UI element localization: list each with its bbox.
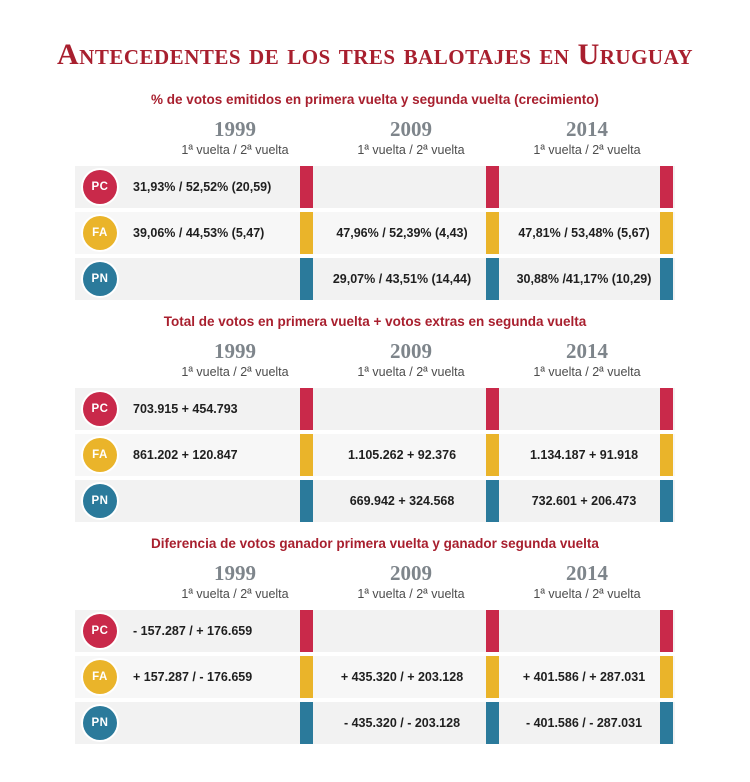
cell-2009: 1.105.262 + 92.376 [347,447,457,462]
badge-pc: PC [83,170,117,204]
round-label: 1ª vuelta / 2ª vuelta [181,586,289,601]
cell-2014: 30,88% /41,17% (10,29) [516,271,652,286]
column-header-2014 [499,117,675,160]
page-title: Antecedentes de los tres balotajes en Uruguay [57,38,693,71]
section-percentages [0,92,750,300]
cell-1999: 861.202 + 120.847 [133,447,238,462]
round-label: 1ª vuelta / 2ª vuelta [533,586,641,601]
row-cells [75,388,675,430]
badge-pc: PC [83,392,117,426]
cell-2014: - 401.586 / - 287.031 [525,715,643,730]
cell-1999: 703.915 + 454.793 [133,401,238,416]
column-header-2009 [323,117,499,160]
year-label: 2009 [390,560,432,585]
badge-fa: FA [83,660,117,694]
badge-pn: PN [83,706,117,740]
column-header-1999 [147,339,323,382]
cell-2009: + 435.320 / + 203.128 [340,669,464,684]
round-label: 1ª vuelta / 2ª vuelta [533,365,641,380]
row-cells [75,702,675,744]
badge-pn: PN [83,484,117,518]
cell-1999: - 157.287 / + 176.659 [133,623,253,638]
round-label: 1ª vuelta / 2ª vuelta [181,365,289,380]
column-header-1999 [147,561,323,604]
round-label: 1ª vuelta / 2ª vuelta [357,365,465,380]
badge-pc: PC [83,614,117,648]
cell-2009: 669.942 + 324.568 [349,493,455,508]
cell-2009: - 435.320 / - 203.128 [343,715,461,730]
table-row [75,434,675,476]
table-row [75,388,675,430]
badge-fa: FA [83,438,117,472]
cell-1999: 31,93% / 52,52% (20,59) [133,179,272,194]
column-headers [75,561,675,604]
year-label: 1999 [214,117,256,141]
cell-2014: + 401.586 / + 287.031 [522,669,646,684]
section-title: % de votos emitidos en primera vuelta y segunda vuelta (crecimiento) [151,92,599,107]
section-totals [0,314,750,522]
cell-1999: + 157.287 / - 176.659 [133,669,253,684]
round-label: 1ª vuelta / 2ª vuelta [357,586,465,601]
table-row [75,656,675,698]
table-row [75,258,675,300]
column-header-2009 [323,561,499,604]
column-headers [75,339,675,382]
column-header-1999 [147,117,323,160]
year-label: 2014 [566,338,608,363]
section-difference [0,536,750,744]
row-cells [75,166,675,208]
table-row [75,166,675,208]
column-header-2014 [499,561,675,604]
cell-2009: 29,07% / 43,51% (14,44) [332,271,472,286]
section-title: Diferencia de votos ganador primera vuelta y ganador segunda vuelta [151,535,599,551]
row-cells [75,258,675,300]
row-cells [75,434,675,476]
table-row [75,610,675,652]
round-label: 1ª vuelta / 2ª vuelta [533,143,641,158]
year-label: 1999 [214,560,256,585]
cell-2009: 47,96% / 52,39% (4,43) [336,225,468,240]
table-row [75,702,675,744]
data-table [75,610,675,744]
year-label: 1999 [214,338,256,363]
column-header-2014 [499,339,675,382]
row-cells [75,480,675,522]
cell-2014: 1.134.187 + 91.918 [529,447,639,462]
year-label: 2014 [566,560,608,585]
row-cells [75,610,675,652]
data-table [75,166,675,300]
table-row [75,480,675,522]
column-headers [75,117,675,160]
row-cells [75,656,675,698]
table-row [75,212,675,254]
section-title: Total de votos en primera vuelta + votos extras en segunda vuelta [163,313,587,329]
round-label: 1ª vuelta / 2ª vuelta [357,143,465,158]
cell-2014: 732.601 + 206.473 [531,493,637,508]
year-label: 2014 [566,117,608,141]
badge-pn: PN [83,262,117,296]
year-label: 2009 [390,117,432,141]
data-table [75,388,675,522]
badge-fa: FA [83,216,117,250]
round-label: 1ª vuelta / 2ª vuelta [181,143,289,158]
cell-2014: 47,81% / 53,48% (5,67) [518,225,650,240]
row-cells [75,212,675,254]
year-label: 2009 [390,338,432,363]
column-header-2009 [323,339,499,382]
cell-1999: 39,06% / 44,53% (5,47) [133,225,265,240]
